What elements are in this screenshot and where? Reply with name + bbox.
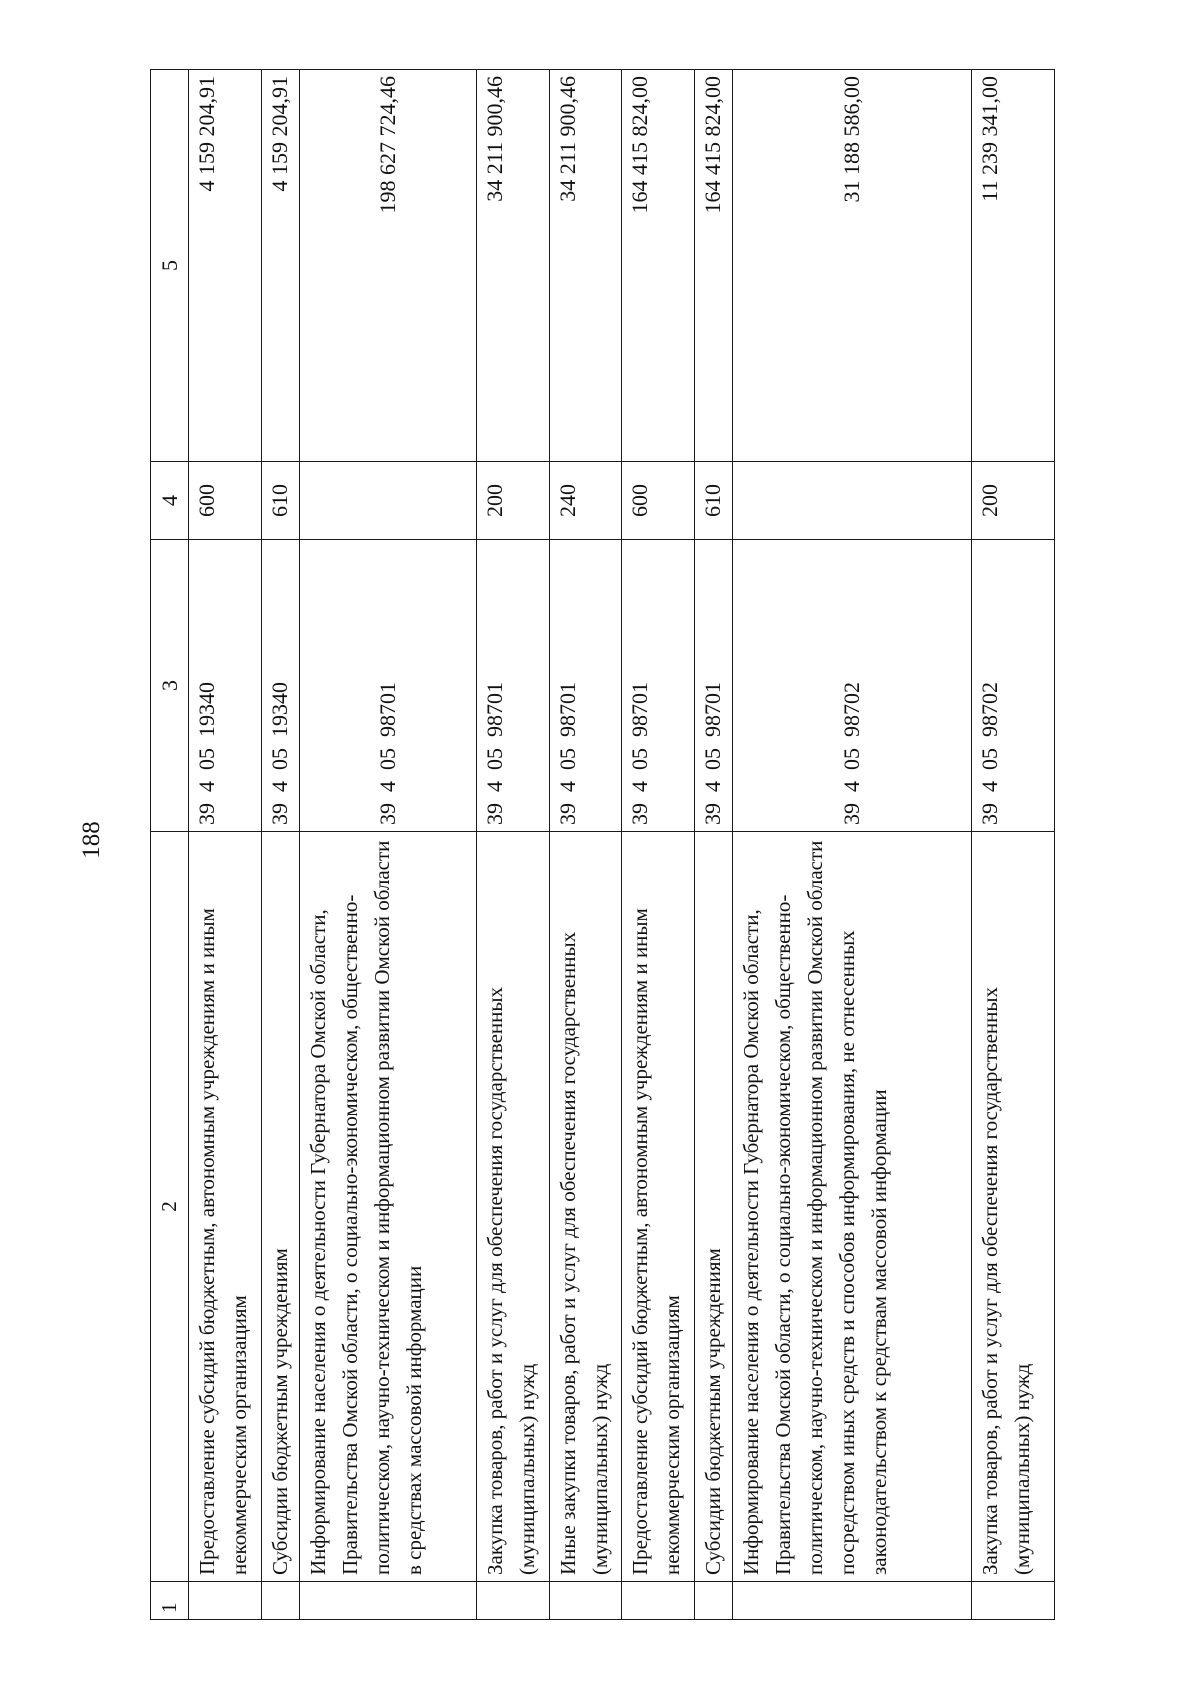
row-code: 39 4 05 98701 (549, 540, 622, 832)
row-col-1 (549, 1582, 622, 1620)
row-amount: 198 627 724,46 (300, 70, 476, 462)
header-col-1: 1 (151, 1582, 189, 1620)
rotated-table-container (150, 70, 1055, 1620)
row-amount: 34 211 900,46 (476, 70, 549, 462)
row-code: 39 4 05 98701 (694, 540, 732, 832)
row-description: Информирование населения о деятельности Губернатора Омской области, Правительства Омской области, о социально-экономическом, общественно-политическом, научно-техническом и информационном развитии Омской области в средствах массовой информации (300, 832, 476, 1582)
row-amount: 31 188 586,00 (733, 70, 972, 462)
row-code: 39 4 05 98701 (300, 540, 476, 832)
row-amount: 11 239 341,00 (971, 70, 1054, 462)
table-row (733, 70, 972, 1620)
row-type: 200 (476, 462, 549, 540)
row-col-1 (694, 1582, 732, 1620)
page-number: 188 (78, 821, 105, 859)
row-code: 39 4 05 19340 (262, 540, 300, 832)
row-col-1 (476, 1582, 549, 1620)
row-amount: 34 211 900,46 (549, 70, 622, 462)
row-amount: 4 159 204,91 (262, 70, 300, 462)
table-row (694, 70, 732, 1620)
header-col-4: 4 (151, 462, 189, 540)
row-description: Предоставление субсидий бюджетным, автономным учреждениям и иным некоммерческим организациям (622, 832, 695, 1582)
row-code: 39 4 05 98702 (733, 540, 972, 832)
row-amount: 164 415 824,00 (622, 70, 695, 462)
row-type: 240 (549, 462, 622, 540)
row-col-1 (300, 1582, 476, 1620)
table-row (262, 70, 300, 1620)
row-type: 610 (262, 462, 300, 540)
row-code: 39 4 05 98702 (971, 540, 1054, 832)
table-row (549, 70, 622, 1620)
row-code: 39 4 05 98701 (476, 540, 549, 832)
row-col-1 (733, 1582, 972, 1620)
table-row (622, 70, 695, 1620)
row-description: Субсидии бюджетным учреждениям (694, 832, 732, 1582)
row-description: Информирование населения о деятельности Губернатора Омской области, Правительства Омской области, о социально-экономическом, общественно-политическом, научно-техническом и информационном развитии Омской области посредством иных средств и способов информирования, не отнесенных законодательством к средствам массовой информации (733, 832, 972, 1582)
row-description: Закупка товаров, работ и услуг для обеспечения государственных (муниципальных) нужд (971, 832, 1054, 1582)
row-description: Предоставление субсидий бюджетным, автономным учреждениям и иным некоммерческим организациям (189, 832, 262, 1582)
row-type: 200 (971, 462, 1054, 540)
row-type: 610 (694, 462, 732, 540)
row-description: Закупка товаров, работ и услуг для обеспечения государственных (муниципальных) нужд (476, 832, 549, 1582)
row-col-1 (622, 1582, 695, 1620)
table-row (189, 70, 262, 1620)
row-type (300, 462, 476, 540)
row-col-1 (189, 1582, 262, 1620)
table-row (476, 70, 549, 1620)
header-col-5: 5 (151, 70, 189, 462)
budget-table (150, 69, 1055, 1620)
row-description: Субсидии бюджетным учреждениям (262, 832, 300, 1582)
row-description: Иные закупки товаров, работ и услуг для обеспечения государственных (муниципальных) нужд (549, 832, 622, 1582)
table-header-row (151, 70, 189, 1620)
table-row (971, 70, 1054, 1620)
row-type (733, 462, 972, 540)
row-amount: 4 159 204,91 (189, 70, 262, 462)
row-col-1 (262, 1582, 300, 1620)
row-code: 39 4 05 98701 (622, 540, 695, 832)
row-col-1 (971, 1582, 1054, 1620)
row-amount: 164 415 824,00 (694, 70, 732, 462)
header-col-3: 3 (151, 540, 189, 832)
row-code: 39 4 05 19340 (189, 540, 262, 832)
table-row (300, 70, 476, 1620)
row-type: 600 (189, 462, 262, 540)
row-type: 600 (622, 462, 695, 540)
header-col-2: 2 (151, 832, 189, 1582)
